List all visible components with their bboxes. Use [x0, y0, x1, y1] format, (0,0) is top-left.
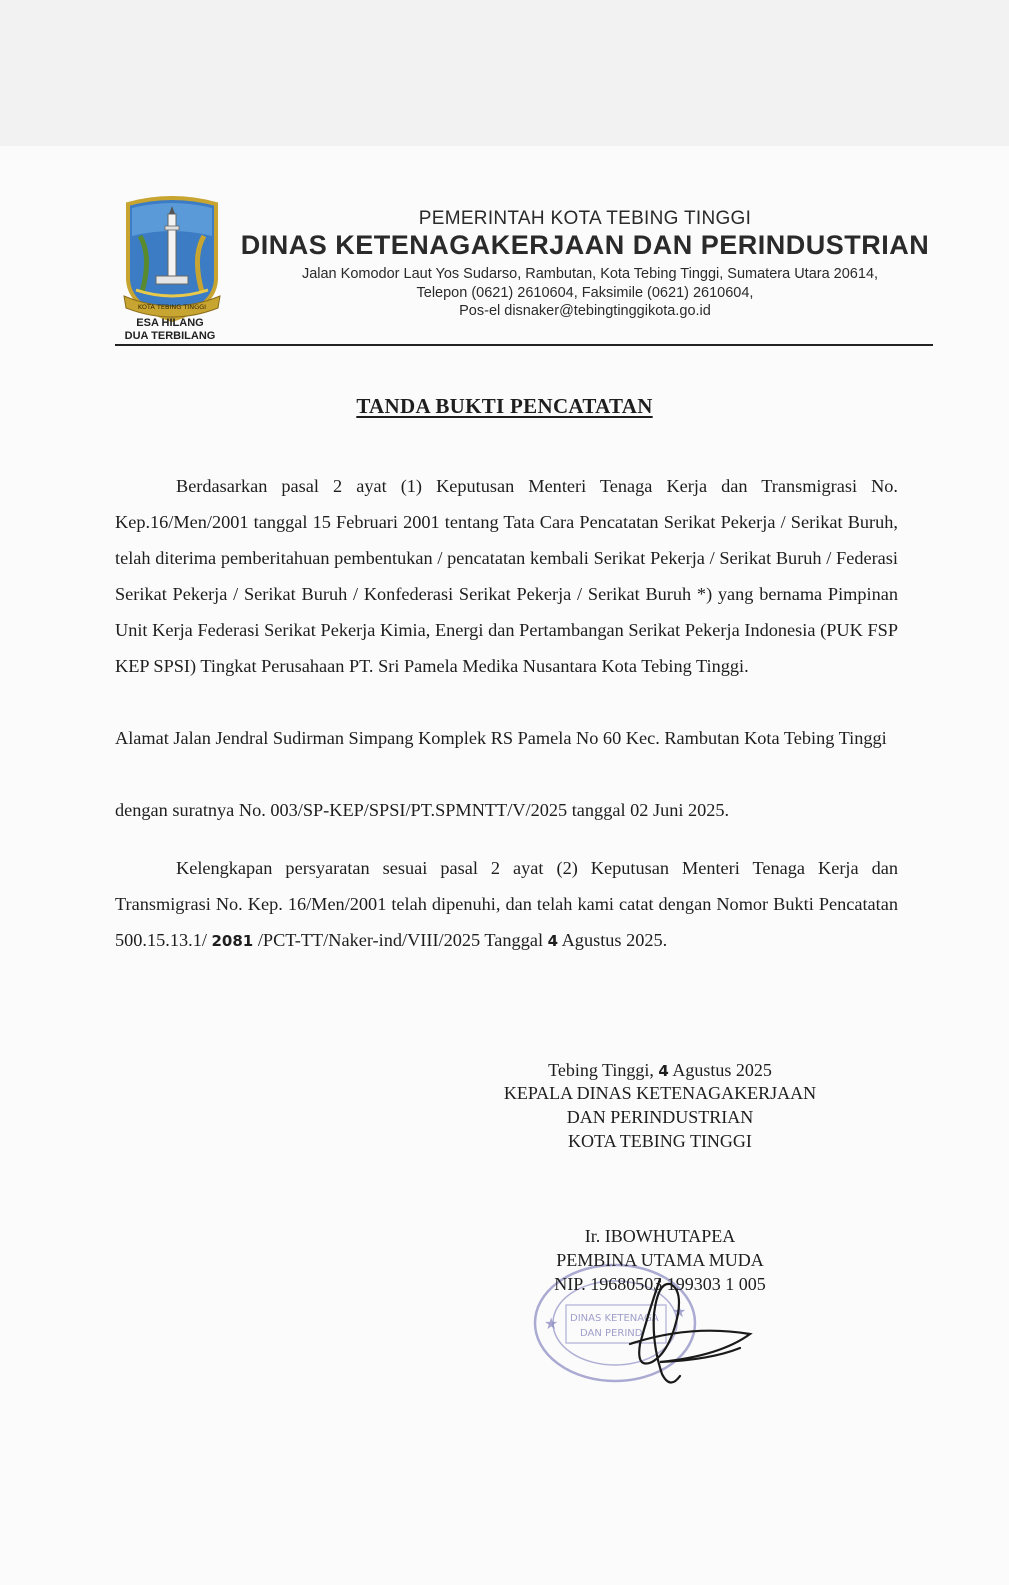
handwritten-day: 4 [547, 932, 559, 950]
stamp-text-2: DAN PERIND [580, 1328, 643, 1339]
motto-line-1: ESA HILANG [136, 317, 204, 329]
letterhead-government: PEMERINTAH KOTA TEBING TINGGI [418, 208, 752, 229]
svg-text:★: ★ [672, 1302, 687, 1321]
signatory-name: Ir. IBOWHUTAPEA [584, 1226, 736, 1246]
svg-text:★: ★ [544, 1314, 559, 1333]
paragraph-2 [115, 850, 898, 959]
document-title-wrap [0, 394, 1009, 419]
paragraph-2-text-b: /PCT-TT/Naker-ind/VIII/2025 Tanggal [253, 930, 548, 950]
logo-ribbon-text: KOTA TEBING TINGGI [137, 303, 207, 311]
address-text: Alamat Jalan Jendral Sudirman Simpang Komplek RS Pamela No 60 Kec. Rambutan Kota Tebing Tinggi [115, 728, 887, 748]
handwritten-number: 2081 [211, 932, 254, 950]
signature-place: Tebing Tinggi, [548, 1060, 659, 1080]
signature-day: 4 [658, 1062, 669, 1080]
document-title: TANDA BUKTI PENCATATAN [356, 394, 653, 418]
letter-reference-text: dengan suratnya No. 003/SP-KEP/SPSI/PT.SPMNTT/V/2025 tanggal 02 Juni 2025. [115, 800, 730, 820]
signatory-rank: PEMBINA UTAMA MUDA [556, 1250, 764, 1270]
letterhead-rule [115, 344, 933, 346]
letterhead-department: DINAS KETENAGAKERJAAN DAN PERINDUSTRIAN [240, 230, 930, 260]
paragraph-1 [115, 468, 898, 684]
paragraph-2-text-a: Kelengkapan persyaratan sesuai pasal 2 ayat (2) Keputusan Menteri Tenaga Kerja dan Transmigrasi No. Kep. 16/Men/2001 telah dipenuhi, dan telah kami catat dengan Nomor Bukti Pencatatan 500.15.13.1/ [115, 858, 898, 950]
signature-month-year: Agustus 2025 [668, 1060, 772, 1080]
letterhead-phone: Telepon (0621) 2610604, Faksimile (0621) 2610604, [416, 285, 754, 301]
paragraph-2-text-c: Agustus 2025. [558, 930, 668, 950]
letter-reference [115, 792, 898, 828]
letterhead-address: Jalan Komodor Laut Yos Sudarso, Rambutan, Kota Tebing Tinggi, Sumatera Utara 20614, [301, 266, 879, 282]
signature-position-2: DAN PERINDUSTRIAN [566, 1107, 754, 1127]
letterhead-email: Pos-el disnaker@tebingtinggikota.go.id [459, 303, 711, 319]
address-paragraph [115, 720, 898, 756]
paragraph-1-text: Berdasarkan pasal 2 ayat (1) Keputusan Menteri Tenaga Kerja dan Transmigrasi No. Kep.16/Men/2001 tanggal 15 Februari 2001 tentang Tata Cara Pencatatan Serikat Pekerja / Serikat Buruh, telah diterima pemberitahuan pembentukan / pencatatan kembali Serikat Pekerja / Serikat Buruh / Federasi Serikat Pekerja / Serikat Buruh / Konfederasi Serikat Pekerja / Serikat Buruh *) yang bernama Pimpinan Unit Kerja Federasi Serikat Pekerja Kimia, Energi dan Pertambangan Serikat Pekerja Indonesia (PUK FSP KEP SPSI) Tingkat Perusahaan PT. Sri Pamela Medika Nusantara Kota Tebing Tinggi. [115, 476, 898, 676]
signature-position-3: KOTA TEBING TINGGI [568, 1131, 752, 1151]
stamp-text-1: DINAS KETENAGA [570, 1313, 659, 1324]
signature-place-date [450, 1058, 870, 1083]
signature-position-1: KEPALA DINAS KETENAGAKERJAAN [503, 1083, 817, 1103]
motto-line-2: DUA TERBILANG [124, 330, 216, 342]
document-page [0, 146, 1009, 1585]
signatory-nip: NIP. 19680503 199303 1 005 [554, 1274, 766, 1294]
